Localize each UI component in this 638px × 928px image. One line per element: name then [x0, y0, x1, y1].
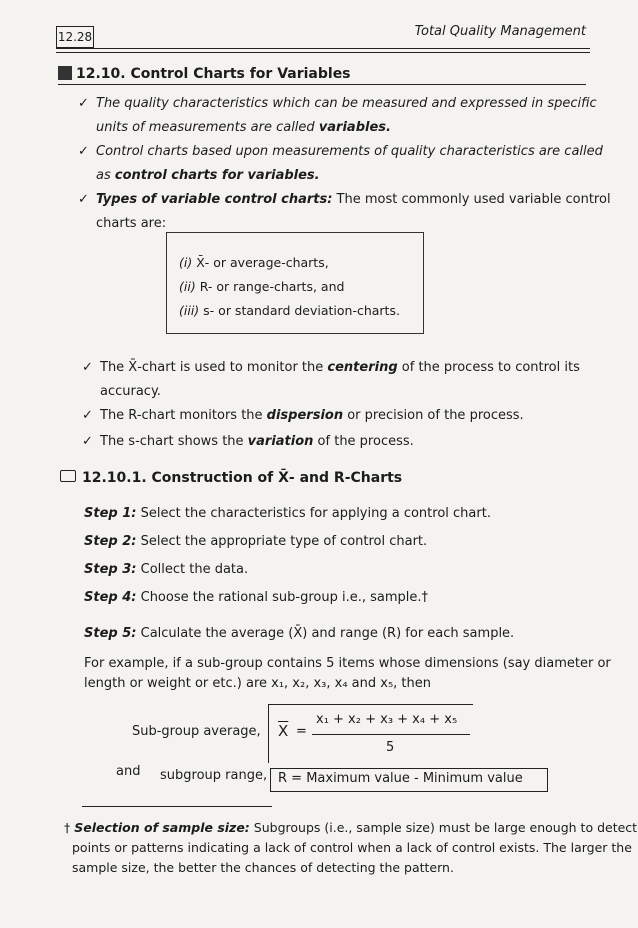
range-expression: R = Maximum value - Minimum value [278, 771, 523, 786]
page-number: 12.28 [56, 26, 94, 48]
box-item-average: (i) X̄- or average-charts, [179, 255, 329, 270]
bullet-types: ✓ Types of variable control charts: The most commonly used variable control charts are: [78, 188, 611, 236]
footnote: † Selection of sample size: Subgroups (i.e., sample size) must be large enough to detect points or patterns indicating a lack of control when a lack of control exists. The larger the sample size, the better the chances of detecting the pattern. [64, 820, 638, 875]
step-5: Step 5: Calculate the average (X̄) and range (R) for each sample. [84, 626, 515, 641]
subsection-heading: 12.10.1. Construction of X̄- and R-Charts [60, 470, 402, 486]
bullet-variables: ✓ The quality characteristics which can be measured and expressed in specific units of measurements are called variables. [78, 92, 597, 140]
chart-types-box [166, 232, 424, 334]
step-1: Step 1: Select the characteristics for applying a control chart. [84, 506, 491, 521]
header-rule [56, 48, 590, 49]
step-2: Step 2: Select the appropriate type of control chart. [84, 534, 428, 549]
and-word: and [116, 764, 141, 779]
box-item-stddev: (iii) s- or standard deviation-charts. [179, 303, 400, 318]
range-label: subgroup range, [160, 768, 268, 783]
checkmark-icon: ✓ [82, 360, 93, 375]
box-item-range: (ii) R- or range-charts, and [179, 279, 345, 294]
fraction-bar [312, 734, 470, 735]
folder-icon [60, 470, 76, 482]
equals-sign: = [296, 724, 307, 739]
checkmark-icon: ✓ [78, 96, 89, 111]
bullet-r-chart: ✓ The R-chart monitors the dispersion or precision of the process. [82, 404, 524, 428]
denominator: 5 [386, 740, 395, 755]
checkmark-icon: ✓ [78, 144, 89, 159]
checkmark-icon: ✓ [82, 434, 93, 449]
bullet-s-chart: ✓ The s-chart shows the variation of the process. [82, 430, 414, 454]
example-paragraph: For example, if a sub-group contains 5 items whose dimensions (say diameter or length or weight or etc.) are x₁, x₂, x₃, x₄ and x₅, then [84, 656, 611, 691]
section-title-text: 12.10. Control Charts for Variables [76, 66, 351, 82]
section-heading [58, 66, 351, 82]
xbar-symbol: $\overline{X}$ [278, 722, 289, 740]
footnote-rule [82, 806, 272, 807]
bullet-control-charts: ✓ Control charts based upon measurements of quality characteristics are called as control charts for variables. [78, 140, 603, 188]
running-head: Total Quality Management [414, 24, 586, 39]
checkmark-icon: ✓ [82, 408, 93, 423]
avg-label: Sub-group average, [132, 724, 261, 739]
section-rule [58, 84, 586, 85]
step-4: Step 4: Choose the rational sub-group i.e., sample.† [84, 590, 429, 605]
header-rule-thin [56, 52, 590, 53]
bullet-xbar-chart: ✓ The X̄-chart is used to monitor the centering of the process to control its accuracy. [82, 356, 580, 404]
book-icon [58, 66, 72, 80]
numerator: x₁ + x₂ + x₃ + x₄ + x₅ [316, 712, 458, 727]
step-3: Step 3: Collect the data. [84, 562, 249, 577]
checkmark-icon: ✓ [78, 192, 89, 207]
